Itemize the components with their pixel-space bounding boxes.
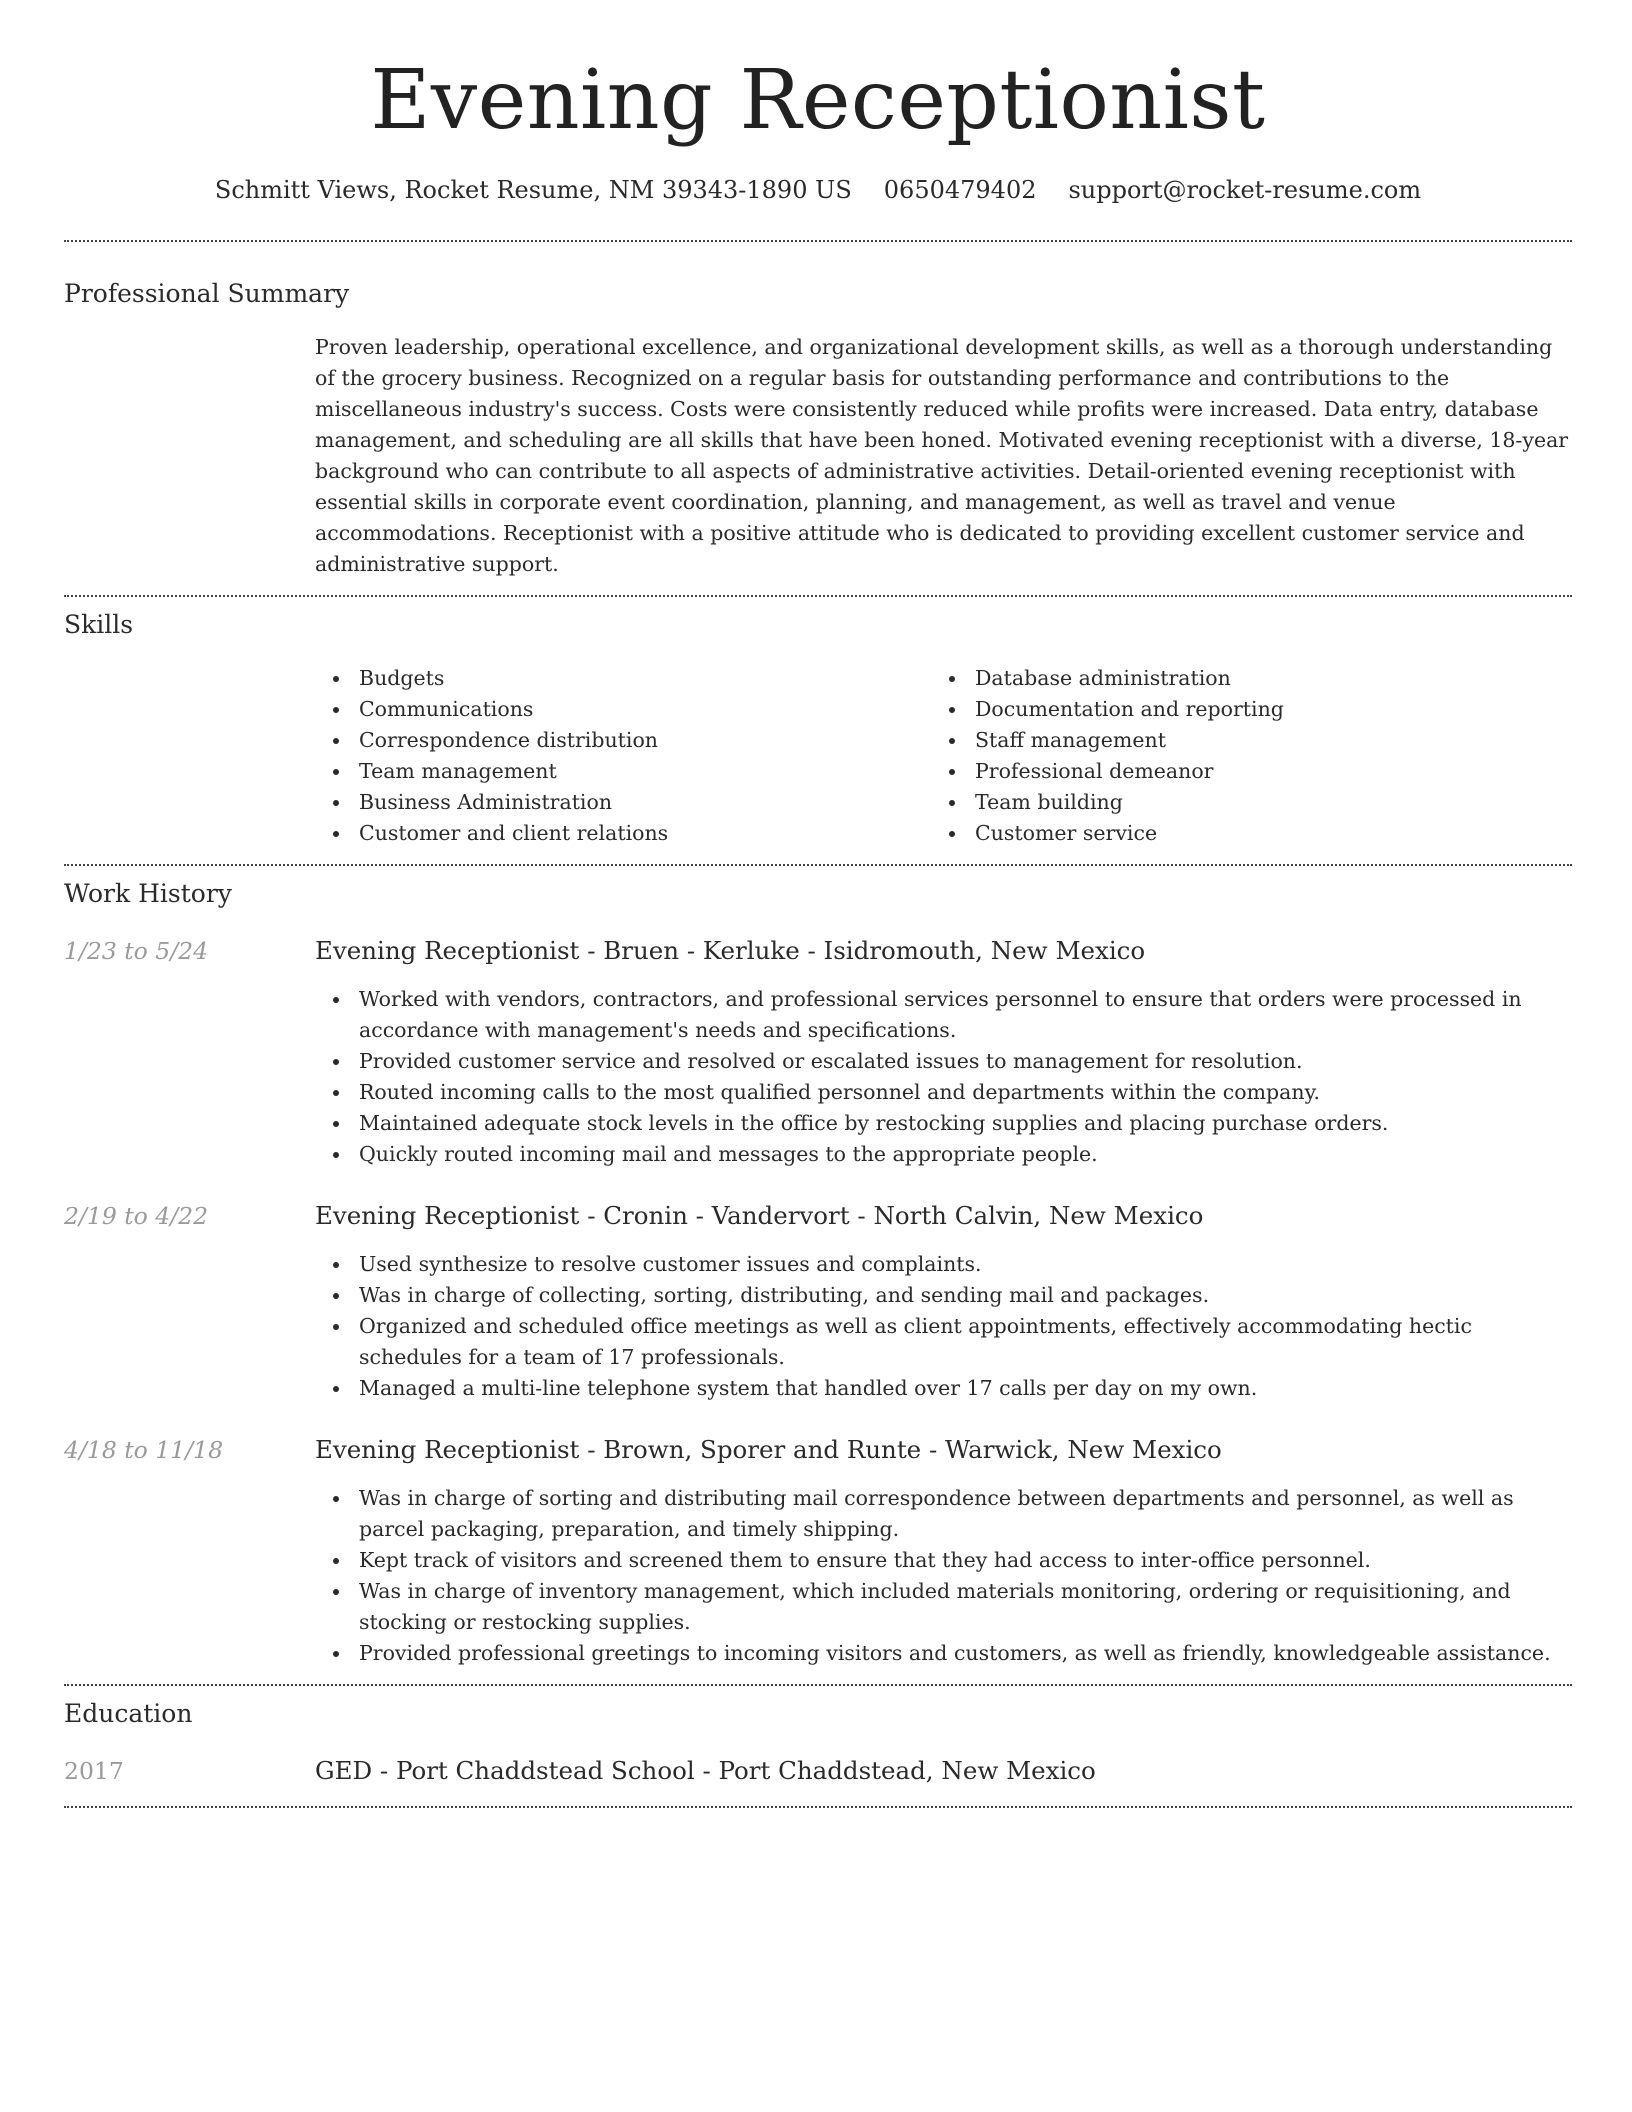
contact-phone: 0650479402 [883,176,1037,204]
skills-title: Skills [64,610,134,639]
skills-list-left [315,663,931,849]
education-title: Education [64,1699,193,1728]
contact-email: support@rocket-resume.com [1068,176,1422,204]
contact-line [64,174,1572,206]
skills-list-right [931,663,1547,849]
summary-title: Professional Summary [64,279,350,308]
summary-section [64,278,1572,580]
divider [64,240,1572,242]
job-bullets [315,1249,1572,1404]
job-bullet: Was in charge of collecting, sorting, distributing, and sending mail and packages. [359,1280,1572,1311]
job-bullet: Kept track of visitors and screened them to ensure that they had access to inter-office personnel. [359,1545,1572,1576]
job-dates: 1/23 to 5/24 [64,937,209,965]
job-bullets [315,1483,1572,1669]
skills-grid [315,663,1572,849]
job-dates: 4/18 to 11/18 [64,1436,224,1464]
education-entry [64,1755,1572,1787]
job-bullet: Maintained adequate stock levels in the office by restocking supplies and placing purchase orders. [359,1108,1572,1139]
job-bullet: Was in charge of sorting and distributing mail correspondence between departments and personnel, as well as parcel packaging, preparation, and timely shipping. [359,1483,1572,1545]
job-bullet: Quickly routed incoming mail and messages to the appropriate people. [359,1139,1572,1170]
divider [64,595,1572,597]
job-bullet: Was in charge of inventory management, which included materials monitoring, ordering or requisitioning, and stocking or restocking supplies. [359,1576,1572,1638]
job-heading: Evening Receptionist - Brown, Sporer and Runte - Warwick, New Mexico [315,1435,1222,1464]
job-entry [64,935,1572,1170]
skill-item: Team management [359,756,931,787]
job-bullet: Routed incoming calls to the most qualified personnel and departments within the company. [359,1077,1572,1108]
job-heading: Evening Receptionist - Bruen - Kerluke - Isidromouth, New Mexico [315,936,1146,965]
resume-page [64,0,1572,1808]
job-entry [64,1434,1572,1669]
divider [64,864,1572,866]
job-bullet: Provided customer service and resolved or escalated issues to management for resolution. [359,1046,1572,1077]
job-bullets [315,984,1572,1170]
work-section [64,878,1572,1669]
skill-item: Staff management [975,725,1547,756]
divider [64,1806,1572,1808]
contact-address: Schmitt Views, Rocket Resume, NM 39343-1890 US [214,176,852,204]
skills-section [64,609,1572,849]
skill-item: Professional demeanor [975,756,1547,787]
job-heading: Evening Receptionist - Cronin - Vandervort - North Calvin, New Mexico [315,1201,1204,1230]
skill-item: Budgets [359,663,931,694]
work-title: Work History [64,879,232,908]
job-bullet: Used synthesize to resolve customer issues and complaints. [359,1249,1572,1280]
education-year: 2017 [64,1757,124,1785]
job-bullet: Managed a multi-line telephone system that handled over 17 calls per day on my own. [359,1373,1572,1404]
skill-item: Customer service [975,818,1547,849]
education-section [64,1698,1572,1787]
skill-item: Correspondence distribution [359,725,931,756]
skill-item: Customer and client relations [359,818,931,849]
job-dates: 2/19 to 4/22 [64,1202,209,1230]
job-bullet: Worked with vendors, contractors, and professional services personnel to ensure that orders were processed in accordance with management's needs and specifications. [359,984,1572,1046]
divider [64,1684,1572,1686]
job-bullet: Provided professional greetings to incoming visitors and customers, as well as friendly, knowledgeable assistance. [359,1638,1572,1669]
skill-item: Documentation and reporting [975,694,1547,725]
skill-item: Communications [359,694,931,725]
skill-item: Team building [975,787,1547,818]
resume-name: Evening Receptionist [370,53,1266,148]
skill-item: Database administration [975,663,1547,694]
summary-text: Proven leadership, operational excellence, and organizational development skills, as well as a thorough understanding of the grocery business. Recognized on a regular basis for outstanding performance and contributions to the miscellaneous industry's success. Costs were consistently reduced while profits were increased. Data entry, database management, and scheduling are all skills that have been honed. Motivated evening receptionist with a diverse, 18-year background who can contribute to all aspects of administrative activities. Detail-oriented evening receptionist with essential skills in corporate event coordination, planning, and management, as well as travel and venue accommodations. Receptionist with a positive attitude who is dedicated to providing excellent customer service and administrative support. [315,335,1569,576]
education-heading: GED - Port Chaddstead School - Port Chaddstead, New Mexico [315,1756,1096,1785]
job-bullet: Organized and scheduled office meetings as well as client appointments, effectively accommodating hectic schedules for a team of 17 professionals. [359,1311,1572,1373]
job-entry [64,1200,1572,1404]
skill-item: Business Administration [359,787,931,818]
